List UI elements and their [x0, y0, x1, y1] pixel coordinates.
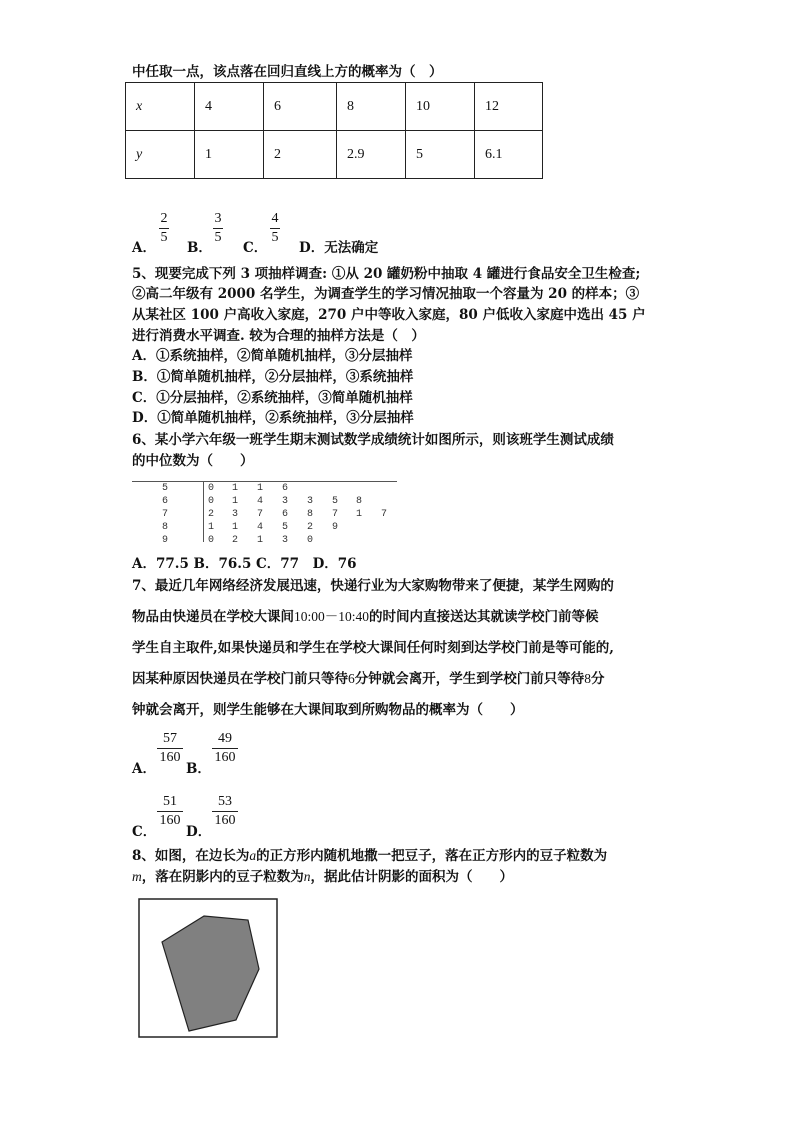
q4-option-c-fraction — [268, 210, 282, 247]
q7-stem-line: 钟就会离开，则学生能够在大课间取到所购物品的概率为（ ） — [132, 702, 524, 718]
table-row-x — [126, 83, 543, 131]
stem-leaf-row — [132, 496, 397, 509]
numerator: 53 — [218, 794, 232, 809]
table-row-y — [126, 131, 543, 179]
numerator: 57 — [163, 731, 177, 746]
denominator: 5 — [214, 230, 222, 245]
stem-value: 8 — [162, 522, 169, 533]
denominator: 160 — [214, 813, 236, 828]
q5-stem-line: 从某社区 100 户高收入家庭，270 户中等收入家庭，80 户低收入家庭中选出 45 户 — [132, 307, 646, 323]
y-value-cell: 5 — [406, 131, 475, 179]
leaf-value: 1 — [232, 483, 239, 494]
q4-stem-tail: 中任取一点，该点落在回归直线上方的概率为（ ） — [132, 64, 443, 80]
q7-option-b-letter: B． — [186, 761, 211, 777]
leaf-value: 9 — [332, 522, 339, 533]
x-value-cell: 12 — [475, 83, 543, 131]
numerator: 2 — [160, 211, 168, 226]
leaf-value: 4 — [257, 522, 264, 533]
q8-var-a: a — [249, 848, 257, 863]
numerator: 3 — [214, 211, 222, 226]
x-label-cell: x — [126, 83, 195, 131]
leaf-value: 5 — [282, 522, 289, 533]
numerator: 49 — [218, 731, 232, 746]
q7-text: 因某种原因快递员在学校门前只等待 — [132, 671, 348, 687]
denominator: 5 — [271, 230, 279, 245]
leaf-value: 3 — [282, 496, 289, 507]
q7-option-a-fraction — [156, 730, 184, 767]
leaf-value: 0 — [208, 496, 215, 507]
leaf-value: 8 — [356, 496, 363, 507]
q5-stem-line: 进行消费水平调查. 较为合理的抽样方法是（ ） — [132, 328, 425, 344]
q7-option-b-fraction — [211, 730, 239, 767]
q8-stem-line-1 — [132, 846, 607, 866]
q7-text: 分钟就会离开，学生到学校门前只等待 — [354, 671, 585, 687]
leaf-value: 7 — [381, 509, 388, 520]
q6-stem-line: 的中位数为（ ） — [132, 453, 254, 469]
q6-stem-line: 6、某小学六年级一班学生期末测试数学成绩统计如图所示，则该班学生测试成绩 — [132, 432, 614, 448]
leaf-value: 1 — [257, 535, 264, 546]
option-letter: D． — [299, 240, 325, 256]
q4-option-a-fraction — [157, 210, 171, 247]
q7-stem-line-2 — [132, 607, 599, 627]
q7-student-wait: 8 — [584, 671, 591, 686]
leaf-value: 5 — [332, 496, 339, 507]
stem-value: 6 — [162, 496, 169, 507]
q5-option-d: D．①简单随机抽样，②系统抽样，③分层抽样 — [132, 410, 414, 426]
q8-var-n: n — [303, 869, 311, 884]
leaf-value: 3 — [282, 535, 289, 546]
q8-stem-line-2 — [132, 867, 513, 887]
leaf-value: 8 — [307, 509, 314, 520]
denominator: 160 — [159, 750, 181, 765]
numerator: 51 — [163, 794, 177, 809]
stem-leaf-row — [132, 522, 397, 535]
q6-options: A．77.5 B．76.5 C．77 D．76 — [132, 556, 357, 572]
leaf-value: 1 — [232, 496, 239, 507]
q5-option-b: B．①简单随机抽样，②分层抽样，③系统抽样 — [132, 369, 414, 385]
plot-top-rule — [132, 481, 397, 482]
q7-stem-line-4 — [132, 669, 605, 689]
y-value-cell: 2 — [264, 131, 337, 179]
q7-option-d-letter: D． — [186, 824, 212, 840]
q5-stem-line: 5、现要完成下列 3 项抽样调查: ①从 20 罐奶粉中抽取 4 罐进行食品安全卫生检查; — [132, 266, 641, 282]
q7-time-range: 10:00－10:40 — [294, 609, 370, 624]
x-value-cell: 4 — [195, 83, 264, 131]
q7-option-a-letter: A． — [132, 761, 156, 777]
x-value-cell: 6 — [264, 83, 337, 131]
q4-option-a-letter: A． — [132, 240, 156, 256]
q5-stem-line: ②高二年级有 2000 名学生，为调查学生的学习情况抽取一个容量为 20 的样本；③ — [132, 286, 640, 302]
stem-leaf-row — [132, 509, 397, 522]
leaf-value: 6 — [282, 483, 289, 494]
stem-leaf-row — [132, 535, 397, 548]
leaf-value: 2 — [307, 522, 314, 533]
q7-courier-wait: 6 — [348, 671, 355, 686]
x-value-cell: 8 — [337, 83, 406, 131]
q7-option-c-fraction — [156, 793, 184, 830]
y-value-cell: 2.9 — [337, 131, 406, 179]
q7-stem-line: 7、最近几年网络经济发展迅速，快递行业为大家购物带来了便捷，某学生网购的 — [132, 578, 614, 594]
q8-text: 8、如图，在边长为 — [132, 848, 250, 864]
q7-text: 的时间内直接送达其就读学校门前等候 — [369, 609, 599, 625]
q7-text: 物品由快递员在学校大课间 — [132, 609, 294, 625]
leaf-value: 2 — [208, 509, 215, 520]
q5-option-c: C．①分层抽样，②系统抽样，③简单随机抽样 — [132, 390, 413, 406]
q8-text: ，据此估计阴影的面积为（ ） — [310, 869, 513, 885]
leaf-value: 1 — [208, 522, 215, 533]
q8-text: ，落在阴影内的豆子粒数为 — [141, 869, 304, 885]
stem-value: 9 — [162, 535, 169, 546]
xy-data-table — [125, 82, 543, 179]
stem-value: 7 — [162, 509, 169, 520]
leaf-value: 3 — [307, 496, 314, 507]
leaf-value: 1 — [257, 483, 264, 494]
leaf-value: 0 — [208, 535, 215, 546]
leaf-value: 6 — [282, 509, 289, 520]
q4-option-d — [299, 236, 378, 256]
leaf-value: 2 — [232, 535, 239, 546]
leaf-value: 7 — [257, 509, 264, 520]
x-value-cell: 10 — [406, 83, 475, 131]
q8-text: 的正方形内随机地撒一把豆子，落在正方形内的豆子粒数为 — [256, 848, 608, 864]
y-label-cell: y — [126, 131, 195, 179]
q4-option-c-letter: C． — [243, 240, 268, 256]
stem-leaf-plot — [132, 480, 397, 544]
leaf-value: 3 — [232, 509, 239, 520]
leaf-value: 7 — [332, 509, 339, 520]
leaf-value: 1 — [232, 522, 239, 533]
leaf-value: 1 — [356, 509, 363, 520]
q7-option-d-fraction — [211, 793, 239, 830]
option-text: 无法确定 — [324, 240, 379, 256]
stem-leaf-row — [132, 483, 397, 496]
q7-stem-line: 学生自主取件,如果快递员和学生在学校大课间任何时刻到达学校门前是等可能的, — [132, 640, 614, 656]
y-value-cell: 6.1 — [475, 131, 543, 179]
q8-var-m: m — [132, 869, 142, 884]
q5-option-a: A．①系统抽样，②简单随机抽样，③分层抽样 — [132, 348, 413, 364]
q4-option-b-letter: B． — [187, 240, 212, 256]
q7-option-c-letter: C． — [132, 824, 157, 840]
square-with-shaded-region-figure — [138, 898, 280, 1040]
stem-value: 5 — [162, 483, 169, 494]
leaf-value: 0 — [208, 483, 215, 494]
denominator: 160 — [214, 750, 236, 765]
numerator: 4 — [271, 211, 279, 226]
denominator: 5 — [160, 230, 168, 245]
denominator: 160 — [159, 813, 181, 828]
y-value-cell: 1 — [195, 131, 264, 179]
q7-text: 分 — [591, 671, 605, 687]
leaf-value: 0 — [307, 535, 314, 546]
q4-option-b-fraction — [211, 210, 225, 247]
leaf-value: 4 — [257, 496, 264, 507]
